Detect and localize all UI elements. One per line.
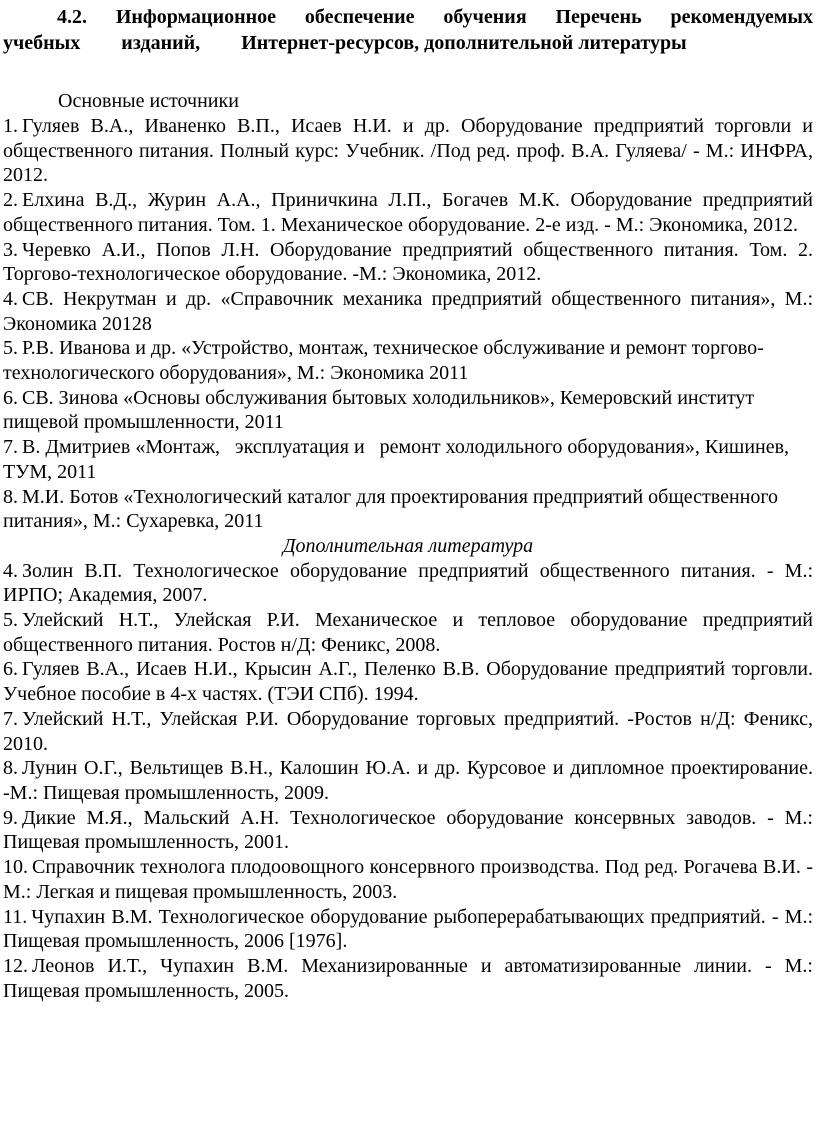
reference-item bbox=[3, 188, 813, 237]
reference-item bbox=[3, 855, 813, 904]
reference-number: 12. bbox=[3, 954, 28, 977]
reference-text: Леонов И.Т., Чупахин В.М. Механизированные и автоматизированные линии. - М.: Пищевая промышленность, 2005. bbox=[3, 954, 813, 1002]
additional-literature-title: Дополнительная литература bbox=[282, 534, 534, 557]
reference-number: 7. bbox=[3, 707, 18, 730]
reference-text: Лунин О.Г., Вельтищев В.Н., Калошин Ю.А. и др. Курсовое и дипломное проектирование. -М.: Пищевая промышленность, 2009. bbox=[3, 757, 813, 804]
reference-item bbox=[3, 238, 813, 287]
reference-item bbox=[3, 336, 813, 385]
reference-number: 5. bbox=[3, 337, 18, 360]
reference-item bbox=[3, 756, 813, 805]
reference-text: СВ. Некрутман и др. «Справочник механика предприятий общественного питания», М.: Экономика 20128 bbox=[3, 287, 813, 335]
reference-number: 2. bbox=[3, 189, 18, 212]
reference-item bbox=[3, 435, 813, 484]
reference-number: 7. bbox=[3, 436, 18, 459]
reference-text: Справочник технолога плодоовощного консервного производства. Под ред. Рогачева В.И. - М.: Легкая и пищевая промышленность, 2003. bbox=[3, 856, 813, 903]
reference-list bbox=[3, 114, 813, 1003]
reference-text: Дикие М.Я., Мальский А.Н. Технологическое оборудование консервных заводов. - М.: Пищевая промышленность, 2001. bbox=[3, 806, 813, 854]
reference-item bbox=[3, 657, 813, 706]
reference-item bbox=[3, 485, 813, 534]
reference-item bbox=[3, 707, 813, 756]
reference-text: Гуляев В.А., Исаев Н.И., Крысин А.Г., Пеленко В.В. Оборудование предприятий торговли. Учебное пособие в 4-х частях. (ТЭИ СПб). 1994. bbox=[3, 658, 813, 706]
reference-text: Черевко А.И., Попов Л.Н. Оборудование предприятий общественного питания. Том. 2. Торгово-технологическое оборудование. -М.: Экономика, 2012. bbox=[3, 238, 813, 286]
heading-rest: Интернет-ресурсов, дополнительной литературы bbox=[241, 32, 687, 54]
main-sources-title: Основные источники bbox=[58, 90, 239, 112]
reference-text: Чупахин В.М. Технологическое оборудование рыбоперерабатывающих предприятий. - М.: Пищевая промышленность, 2006 [1976]. bbox=[3, 905, 813, 953]
reference-text: Золин В.П. Технологическое оборудование предприятий общественного питания. - М.: ИРПО; Академия, 2007. bbox=[3, 559, 813, 607]
reference-text: СВ. Зинова «Основы обслуживания бытовых холодильников», Кемеровский институт пищевой промышленности, 2011 bbox=[3, 386, 755, 434]
reference-number: 8. bbox=[3, 757, 18, 780]
reference-number: 9. bbox=[3, 806, 18, 829]
reference-text: Елхина В.Д., Журин А.А., Приничкина Л.П., Богачев М.К. Оборудование предприятий общественного питания. Том. 1. Механическое оборудование. 2-е изд. - М.: Экономика, 2012. bbox=[3, 189, 813, 236]
reference-number: 4. bbox=[3, 559, 18, 582]
heading-line-2 bbox=[3, 30, 813, 56]
reference-item bbox=[3, 806, 813, 855]
reference-item bbox=[3, 954, 813, 1003]
reference-number: 6. bbox=[3, 386, 18, 409]
reference-number: 1. bbox=[3, 115, 18, 137]
reference-number: 5. bbox=[3, 609, 18, 632]
reference-number: 4. bbox=[3, 287, 18, 310]
heading-word: учебных bbox=[3, 32, 81, 54]
reference-text: Гуляев В.А., Иваненко В.П., Исаев Н.И. и др. Оборудование предприятий торговли и общественного питания. Полный курс: Учебник. /Под ред. проф. В.А. Гуляева/ - М.: ИНФРА, 2012. bbox=[3, 115, 813, 187]
reference-number: 3. bbox=[3, 238, 18, 261]
reference-text: Улейский Н.Т., Улейская Р.И. Оборудование торговых предприятий. -Ростов н/Д: Феникс, 2010. bbox=[3, 707, 813, 755]
reference-number: 10. bbox=[3, 856, 28, 879]
section-heading bbox=[3, 4, 813, 56]
reference-text: Р.В. Иванова и др. «Устройство, монтаж, техническое обслуживание и ремонт торгово-технологического оборудования», М.: Экономика 2011 bbox=[3, 337, 764, 385]
reference-item bbox=[3, 559, 813, 608]
heading-line-1: 4.2. Информационное обеспечение обучения Перечень рекомендуемых bbox=[57, 6, 813, 28]
reference-item bbox=[3, 114, 813, 188]
reference-number: 11. bbox=[3, 905, 28, 928]
reference-item bbox=[3, 905, 813, 954]
reference-text: Улейский Н.Т., Улейская Р.И. Механическое и тепловое оборудование предприятий общественного питания. Ростов н/Д: Феникс, 2008. bbox=[3, 609, 813, 656]
reference-number: 6. bbox=[3, 658, 18, 681]
reference-item bbox=[3, 386, 813, 435]
heading-word: изданий, bbox=[121, 32, 201, 54]
reference-text: М.И. Ботов «Технологический каталог для проектирования предприятий общественного питания», М.: Сухаревка, 2011 bbox=[3, 485, 779, 533]
reference-text: В. Дмитриев «Монтаж, эксплуатация и ремонт холодильного оборудования», Кишинев, ТУМ, 2011 bbox=[3, 436, 795, 483]
reference-item bbox=[3, 608, 813, 657]
reference-number: 8. bbox=[3, 485, 18, 508]
reference-item bbox=[3, 287, 813, 336]
